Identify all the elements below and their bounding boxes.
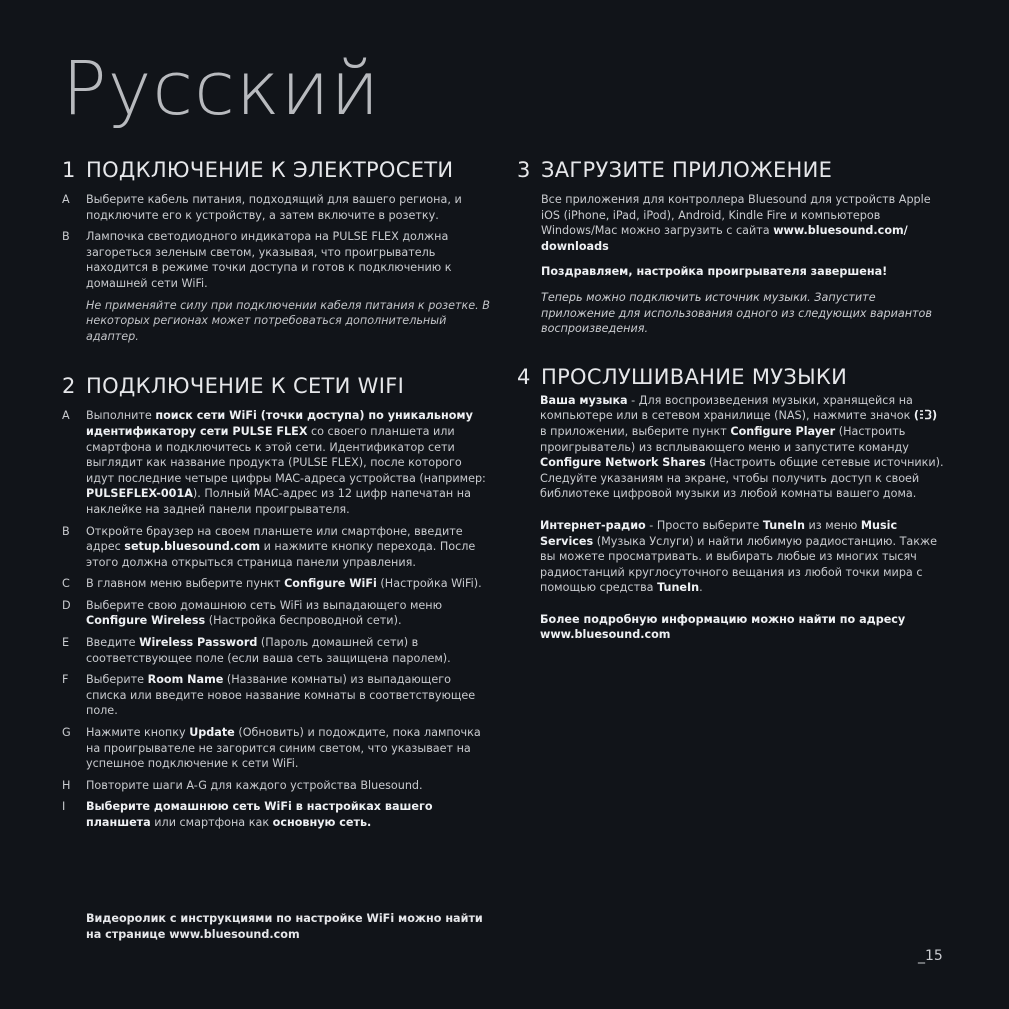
left-column	[62, 158, 492, 849]
text: - Для воспроизведения музыки, хранящейся на компьютере или в сетевом хранилище (NAS), нажмите значок	[540, 393, 914, 423]
section-app	[517, 158, 947, 337]
section-heading	[62, 158, 492, 182]
step-item	[62, 598, 492, 629]
bold-text: TuneIn	[762, 518, 805, 532]
menu-icon	[919, 409, 932, 420]
bold-text: PULSEFLEX-001A	[86, 487, 193, 501]
bold-text: поиск сети WiFi (точки доступа) по уникальному идентификатору сети PULSE FLEX	[86, 409, 473, 438]
text: .	[699, 581, 703, 595]
step-item	[62, 672, 492, 719]
step-letter: C	[62, 577, 70, 591]
section-number: 3	[517, 158, 531, 182]
url-text: setup.bluesound.com	[124, 540, 261, 554]
step-letter: H	[62, 778, 71, 792]
right-column	[517, 158, 947, 661]
section-heading	[62, 374, 492, 398]
step-item	[62, 635, 492, 666]
step-item	[62, 408, 492, 517]
step-item	[62, 799, 492, 830]
section-wifi	[62, 374, 492, 830]
step-text: Повторите шаги A-G для каждого устройства Bluesound.	[86, 778, 423, 792]
text: Выполните	[86, 409, 156, 423]
text: Выберите	[86, 673, 148, 687]
step-text	[86, 408, 492, 517]
step-item	[62, 725, 492, 772]
page-title: Русский	[62, 46, 381, 132]
bold-text: основную сеть.	[272, 816, 372, 829]
bold-text: (	[913, 409, 920, 423]
step-item	[62, 524, 492, 571]
bold-text: Room Name	[147, 673, 224, 687]
section-title: ЗАГРУЗИТЕ ПРИЛОЖЕНИЕ	[541, 158, 833, 182]
section-power	[62, 158, 492, 344]
text: (Настроить общие сетевые источники). Следуйте указаниям на экране, чтобы получить доступ к своей библиотеке цифровой музыки из любой комнаты вашего дома.	[540, 456, 944, 501]
internet-radio-paragraph	[540, 518, 947, 596]
section-heading	[517, 365, 947, 389]
text: Все приложения для контроллера Bluesound для устройств Apple iOS (iPhone, iPad, iPod), Android, Kindle Fire и компьютеров Windows/Mac можно загрузить с сайта	[541, 193, 931, 238]
text: или смартфона как	[150, 816, 273, 829]
text: (Пароль домашней сети) в соответствующее поле (если ваша сеть защищена паролем).	[86, 636, 451, 665]
bold-text: Интернет-радио	[540, 518, 646, 532]
power-note: Не применяйте силу при подключении кабеля питания к розетке. В некоторых регионах может потребоваться дополнительный адаптер.	[86, 298, 490, 343]
download-link[interactable]: www.bluesound.com/ downloads	[541, 224, 908, 253]
text: (Название комнаты) из выпадающего списка или введите новое название комнаты в соответствующее поле.	[86, 673, 476, 718]
bold-text: Configure WiFi	[284, 577, 377, 591]
section-title: ПОДКЛЮЧЕНИЕ К ЭЛЕКТРОСЕТИ	[86, 158, 454, 182]
download-paragraph	[541, 192, 947, 254]
step-letter: I	[62, 800, 66, 814]
text: (Обновить) и подождите, пока лампочка на проигрывателе не загорится синим светом, что указывает на успешное подключение к сети WiFi.	[86, 726, 481, 771]
text: (Настроить проигрыватель) из всплывающего меню и запустите команду	[540, 424, 909, 454]
bold-text: )	[932, 409, 938, 423]
step-letter: A	[62, 409, 70, 423]
section-music	[517, 365, 947, 643]
bold-text: Music Services	[540, 518, 898, 548]
bold-text: Выберите домашнюю сеть WiFi в настройках вашего планшета	[86, 800, 433, 829]
text: (Музыка Услуги) и найти любимую радиостанцию. Также вы можете просматривать. и выбирать любые из многих тысяч радиостанций круглосуточного вещания из любой точки мира с помощью средства	[540, 534, 937, 595]
section-number: 1	[62, 158, 76, 182]
step-item	[62, 576, 492, 592]
text: со своего планшета или смартфона и подключитесь к этой сети. Идентификатор сети выглядит как название продукта (PULSE FLEX), после которого идут последние четыре цифры MAC-адреса устройства (например:	[86, 424, 486, 485]
text: В главном меню выберите пункт	[86, 577, 285, 591]
step-text	[86, 799, 492, 830]
step-text: Лампочка светодиодного индикатора на PULSE FLEX должна загореться зеленым светом, указывая, что проигрыватель находится в режиме точки доступа и готов к подключению к домашней сети WiFi.	[86, 230, 452, 290]
step-item	[62, 192, 492, 223]
section-title: ПОДКЛЮЧЕНИЕ К СЕТИ WIFI	[86, 374, 405, 399]
step-text	[86, 725, 492, 772]
congrats-text: Поздравляем, настройка проигрывателя завершена!	[541, 265, 888, 279]
more-info-text: Более подробную информацию можно найти по адресу www.bluesound.com	[540, 612, 906, 642]
text: Откройте браузер на своем планшете или смартфоне, введите адрес	[86, 524, 463, 554]
bold-text: Wireless Password	[139, 636, 258, 650]
bold-text: Configure Network Shares	[540, 456, 706, 470]
text: (Настройка WiFi).	[376, 577, 482, 591]
video-note: Видеоролик с инструкциями по настройке WiFi можно найти на странице www.bluesound.com	[86, 912, 483, 941]
text: Выберите свою домашнюю сеть WiFi из выпадающего меню	[86, 598, 443, 612]
section-number: 4	[517, 364, 531, 389]
bold-text: Configure Player	[730, 424, 836, 438]
text: (Настройка беспроводной сети).	[205, 614, 402, 628]
step-text	[86, 672, 492, 719]
step-text	[86, 524, 492, 571]
text: - Просто выберите	[645, 518, 763, 532]
step-text	[86, 598, 492, 629]
bold-text: Ваша музыка	[540, 393, 628, 407]
step-item	[62, 778, 492, 794]
step-text	[86, 635, 492, 666]
step-letter: B	[62, 230, 70, 244]
section-heading	[517, 158, 947, 182]
bold-text: Update	[189, 726, 235, 740]
step-letter: A	[62, 193, 70, 206]
step-letter: G	[62, 726, 71, 740]
text: ). Полный MAC-адрес из 12 цифр напечатан на наклейке на задней панели проигрывателя.	[86, 487, 471, 516]
step-letter: B	[62, 524, 70, 538]
section-number: 2	[62, 374, 76, 399]
bold-text: TuneIn	[657, 581, 700, 595]
source-note: Теперь можно подключить источник музыки. Запустите приложение для использования одного из следующих вариантов воспроизведения.	[541, 290, 932, 336]
step-text	[86, 576, 492, 592]
text: Введите	[86, 636, 140, 650]
section-title: ПРОСЛУШИВАНИЕ МУЗЫКИ	[541, 364, 848, 389]
text: и нажмите кнопку перехода. После этого должна открыться страница панели управления.	[86, 540, 476, 569]
step-text: Выберите кабель питания, подходящий для вашего региона, и подключите его к устройству, а затем включите в розетку.	[86, 193, 462, 222]
page-number: _15	[918, 948, 943, 964]
text: в приложении, выберите пункт	[540, 424, 731, 438]
text: Нажмите кнопку	[86, 726, 190, 740]
step-item	[62, 229, 492, 291]
step-letter: E	[62, 636, 70, 650]
step-letter: F	[62, 673, 69, 687]
bold-text: Configure Wireless	[86, 614, 206, 628]
text: из меню	[804, 518, 861, 532]
step-letter: D	[62, 598, 71, 612]
your-music-paragraph	[540, 393, 947, 502]
